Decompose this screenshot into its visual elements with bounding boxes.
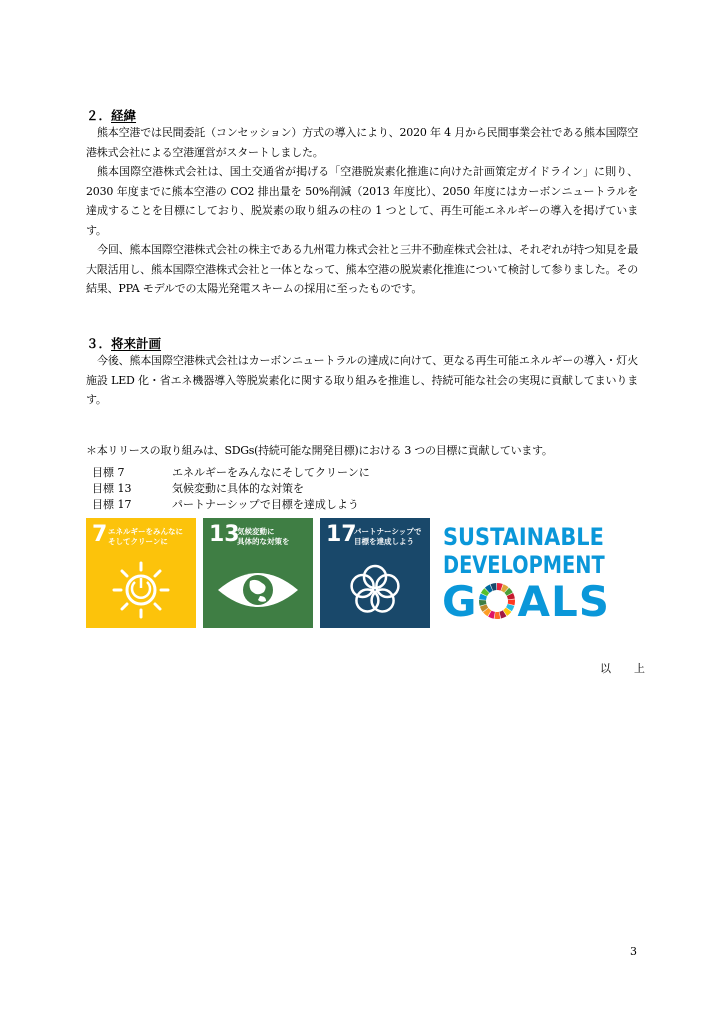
section-3-paragraph-1: 今後、熊本国際空港株式会社はカーボンニュートラルの達成に向けて、更なる再生可能エネルギーの導入・灯火施設 LED 化・省エネ機器導入等脱炭素化に関する取り組みを推進し、持続可能な社会の実現に貢献してまいります。 xyxy=(86,354,638,406)
section-2-paragraph-3: 今回、熊本国際空港株式会社の株主である九州電力株式会社と三井不動産株式会社は、それぞれが持つ知見を最大限活用し、熊本国際空港株式会社と一体となって、熊本空港の脱炭素化推進について検討して参りました。その結果、PPA モデルでの太陽光発電スキームの採用に至ったものです。 xyxy=(86,243,638,295)
sdgs-note: ＊本リリースの取り組みは、SDGs(持続可能な開発目標)における 3 つの目標に貢献しています。 xyxy=(86,444,553,457)
goal-text: 気候変動に具体的な対策を xyxy=(172,482,304,495)
section-2-number: ２． xyxy=(86,108,112,123)
tile-label-line: パートナーシップで xyxy=(354,527,422,536)
goal-row xyxy=(92,480,304,496)
logo-letters-als: ALS xyxy=(517,577,611,626)
logo-line-1: SUSTAINABLE xyxy=(443,524,604,552)
tile-label xyxy=(108,527,183,547)
tile-label-line: そしてクリーンに xyxy=(108,537,168,546)
section-3-number: ３． xyxy=(86,336,112,351)
section-3-title: 将来計画 xyxy=(111,336,162,351)
tile-label-line: エネルギーをみんなに xyxy=(108,527,183,536)
logo-line-3 xyxy=(442,577,611,626)
logo-line-2: DEVELOPMENT xyxy=(443,552,605,580)
section-2-paragraph-1: 熊本空港では民間委託（コンセッション）方式の導入により、2020 年 4 月から民間事業会社である熊本国際空港株式会社による空港運営がスタートしました。 xyxy=(86,126,638,159)
goal-number: 目標 7 xyxy=(92,466,125,479)
tile-label-line: 具体的な対策を xyxy=(237,537,290,546)
section-2-heading xyxy=(86,106,136,124)
tile-number: 7 xyxy=(92,522,108,547)
sdg-color-wheel-icon xyxy=(478,582,516,620)
section-2-title: 経緯 xyxy=(111,108,137,123)
sdg-goal-7-tile xyxy=(86,518,196,628)
section-2-paragraph-2: 熊本国際空港株式会社は、国土交通省が掲げる「空港脱炭素化推進に向けた計画策定ガイドライン」に則り、2030 年度までに熊本空港の CO2 排出量を 50%削減（2013 年度比）、2050 年度にはカーボンニュートラルを達成することを目標にしており、脱炭素の取り組みの柱の 1 つとして、再生可能エネルギーの導入を掲げています。 xyxy=(86,165,638,237)
tile-label-line: 目標を達成しよう xyxy=(354,537,414,546)
tile-label xyxy=(354,527,421,547)
wheel-segment xyxy=(508,599,515,605)
tile-number: 13 xyxy=(209,522,240,547)
sdg-goal-17-tile xyxy=(320,518,430,628)
goal-row xyxy=(92,496,359,512)
goal-text: エネルギーをみんなにそしてクリーンに xyxy=(172,466,370,479)
page-number: 3 xyxy=(630,945,637,958)
section-3-heading xyxy=(86,334,161,352)
closing-text: 以 上 xyxy=(600,662,651,675)
goal-number: 目標 17 xyxy=(92,498,132,511)
goal-number: 目標 13 xyxy=(92,482,132,495)
tile-label xyxy=(237,527,290,547)
goal-row xyxy=(92,464,370,480)
logo-letter-g: G xyxy=(442,577,478,626)
sdgs-logo xyxy=(440,518,640,628)
tile-label-line: 気候変動に xyxy=(237,527,275,536)
wheel-segment xyxy=(495,612,501,619)
tile-number: 17 xyxy=(326,522,357,547)
sdg-goal-13-tile xyxy=(203,518,313,628)
goal-text: パートナーシップで目標を達成しよう xyxy=(172,498,359,511)
